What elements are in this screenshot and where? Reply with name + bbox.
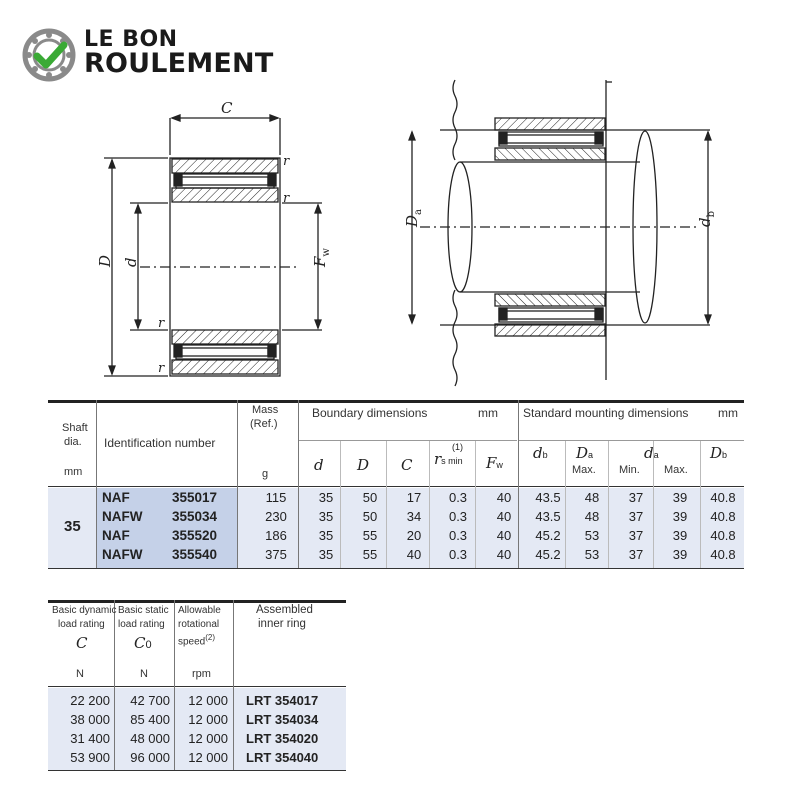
label-D: D (96, 254, 114, 267)
load-rating-table (48, 600, 346, 770)
cell-dyn: 53 900 (70, 750, 110, 765)
cell-d: 35 (318, 490, 334, 505)
cell-d: 35 (318, 509, 334, 524)
row-number: 355540 (172, 547, 218, 562)
row-prefix: NAFW (102, 547, 143, 562)
header-identification: Identification number (104, 436, 216, 450)
header-spd2: rotational (178, 619, 220, 630)
cell-Da: 53 (584, 528, 600, 543)
cell-spd: 12 000 (188, 731, 228, 746)
cell-ring: LRT 354034 (246, 712, 319, 727)
left-bearing-section (104, 115, 322, 376)
header-dyn1: Basic dynamic (52, 605, 117, 616)
label-d: d (122, 257, 140, 267)
header-da-max: Max. (664, 464, 688, 476)
cell-Fw: 40 (496, 528, 512, 543)
cell-rs: 0.3 (448, 509, 468, 524)
cell-mass: 230 (265, 509, 287, 524)
cell-D: 50 (362, 509, 378, 524)
header-mass: Mass (252, 404, 279, 416)
header-standard: Standard mounting dimensions (523, 406, 689, 420)
header-da: da (644, 444, 659, 462)
header-C: C (401, 456, 413, 474)
cell-da-min: 37 (628, 509, 644, 524)
dimensions-table (48, 400, 744, 570)
header-Fw: Fw (486, 454, 503, 472)
header-boundary-unit: mm (478, 406, 498, 420)
cell-da-min: 37 (628, 528, 644, 543)
cell-da-max: 39 (672, 547, 688, 562)
header-mass-unit: g (262, 468, 269, 480)
cell-Db: 40.8 (710, 509, 736, 524)
cell-da-max: 39 (672, 509, 688, 524)
cell-db: 43.5 (535, 490, 561, 505)
cell-C: 34 (406, 509, 422, 524)
header-Da: Da (576, 444, 594, 462)
right-mounting-section (409, 80, 711, 386)
cell-da-min: 37 (628, 490, 644, 505)
cell-dyn: 38 000 (70, 712, 110, 727)
cell-sta: 48 000 (130, 731, 170, 746)
label-r4: r (158, 361, 165, 376)
cell-d: 35 (318, 528, 334, 543)
row-number: 355520 (172, 528, 218, 543)
row-number: 355017 (172, 490, 218, 505)
header-sta-unit: N (140, 668, 148, 680)
header-dia: dia. (64, 436, 82, 448)
cell-db: 43.5 (535, 509, 561, 524)
cell-ring: LRT 354020 (246, 731, 319, 746)
header-rs: rs min (434, 450, 463, 468)
header-ring2: inner ring (258, 618, 306, 630)
cell-sta: 42 700 (130, 693, 170, 708)
header-dyn-unit: N (76, 668, 84, 680)
brand-line1: LE BON (84, 27, 178, 52)
header-db: db (533, 444, 548, 462)
header-sta-sym: C0 (134, 634, 152, 652)
header-dyn-sym: C (76, 634, 88, 652)
cell-dyn: 22 200 (70, 693, 110, 708)
header-ring1: Assembled (256, 604, 313, 616)
header-standard-unit: mm (718, 406, 738, 420)
header-rs-note: (1) (452, 442, 463, 452)
cell-Db: 40.8 (710, 528, 736, 543)
cell-mass: 186 (265, 528, 287, 543)
cell-mass: 375 (265, 547, 287, 562)
cell-C: 17 (406, 490, 422, 505)
cell-C: 40 (406, 547, 422, 562)
cell-spd: 12 000 (188, 750, 228, 765)
header-sta1: Basic static (118, 605, 169, 616)
header-dyn2: load rating (58, 619, 105, 630)
header-spd1: Allowable (178, 605, 221, 616)
cell-D: 55 (362, 547, 378, 562)
label-r1: r (283, 154, 290, 169)
cell-Fw: 40 (496, 509, 512, 524)
cell-Fw: 40 (496, 547, 512, 562)
label-Da: $D_a$ (403, 209, 424, 227)
cell-spd: 12 000 (188, 712, 228, 727)
row-number: 355034 (172, 509, 218, 524)
label-db: $d_b$ (696, 210, 717, 227)
cell-da-max: 39 (672, 490, 688, 505)
cell-Fw: 40 (496, 490, 512, 505)
label-Fw: $F_w$ (311, 248, 332, 267)
cell-rs: 0.3 (448, 490, 468, 505)
cell-d: 35 (318, 547, 334, 562)
label-C: C (221, 99, 233, 117)
header-shaft: Shaft (62, 422, 88, 434)
row-prefix: NAFW (102, 509, 143, 524)
cell-rs: 0.3 (448, 547, 468, 562)
shaft-value: 35 (64, 518, 81, 535)
cell-db: 45.2 (535, 547, 561, 562)
cell-Da: 53 (584, 547, 600, 562)
cell-Da: 48 (584, 490, 600, 505)
cell-dyn: 31 400 (70, 731, 110, 746)
cell-D: 55 (362, 528, 378, 543)
cell-da-max: 39 (672, 528, 688, 543)
header-shaft-unit: mm (64, 466, 83, 478)
cell-sta: 85 400 (130, 712, 170, 727)
label-r3: r (158, 316, 165, 331)
row-prefix: NAF (102, 528, 130, 543)
header-Db: Db (710, 444, 728, 462)
header-spd-unit: rpm (192, 668, 211, 680)
header-boundary: Boundary dimensions (312, 406, 428, 420)
cell-sta: 96 000 (130, 750, 170, 765)
cell-spd: 12 000 (188, 693, 228, 708)
row-prefix: NAF (102, 490, 130, 505)
cell-ring: LRT 354017 (246, 693, 319, 708)
header-D: D (357, 456, 370, 474)
cell-Da: 48 (584, 509, 600, 524)
header-d: d (314, 456, 324, 474)
cell-rs: 0.3 (448, 528, 468, 543)
cell-D: 50 (362, 490, 378, 505)
header-Da-max: Max. (572, 464, 596, 476)
cell-da-min: 37 (628, 547, 644, 562)
cell-C: 20 (406, 528, 422, 543)
cell-Db: 40.8 (710, 490, 736, 505)
bearing-drawing (0, 70, 800, 400)
header-spd3: speed$^{(2)}$ (178, 633, 216, 648)
cell-mass: 115 (265, 490, 287, 505)
cell-db: 45.2 (535, 528, 561, 543)
header-mass-ref: (Ref.) (250, 418, 278, 430)
label-r2: r (283, 191, 290, 206)
cell-ring: LRT 354040 (246, 750, 319, 765)
brand-line2: ROULEMENT (84, 48, 274, 79)
header-da-min: Min. (619, 464, 640, 476)
cell-Db: 40.8 (710, 547, 736, 562)
header-sta2: load rating (118, 619, 165, 630)
